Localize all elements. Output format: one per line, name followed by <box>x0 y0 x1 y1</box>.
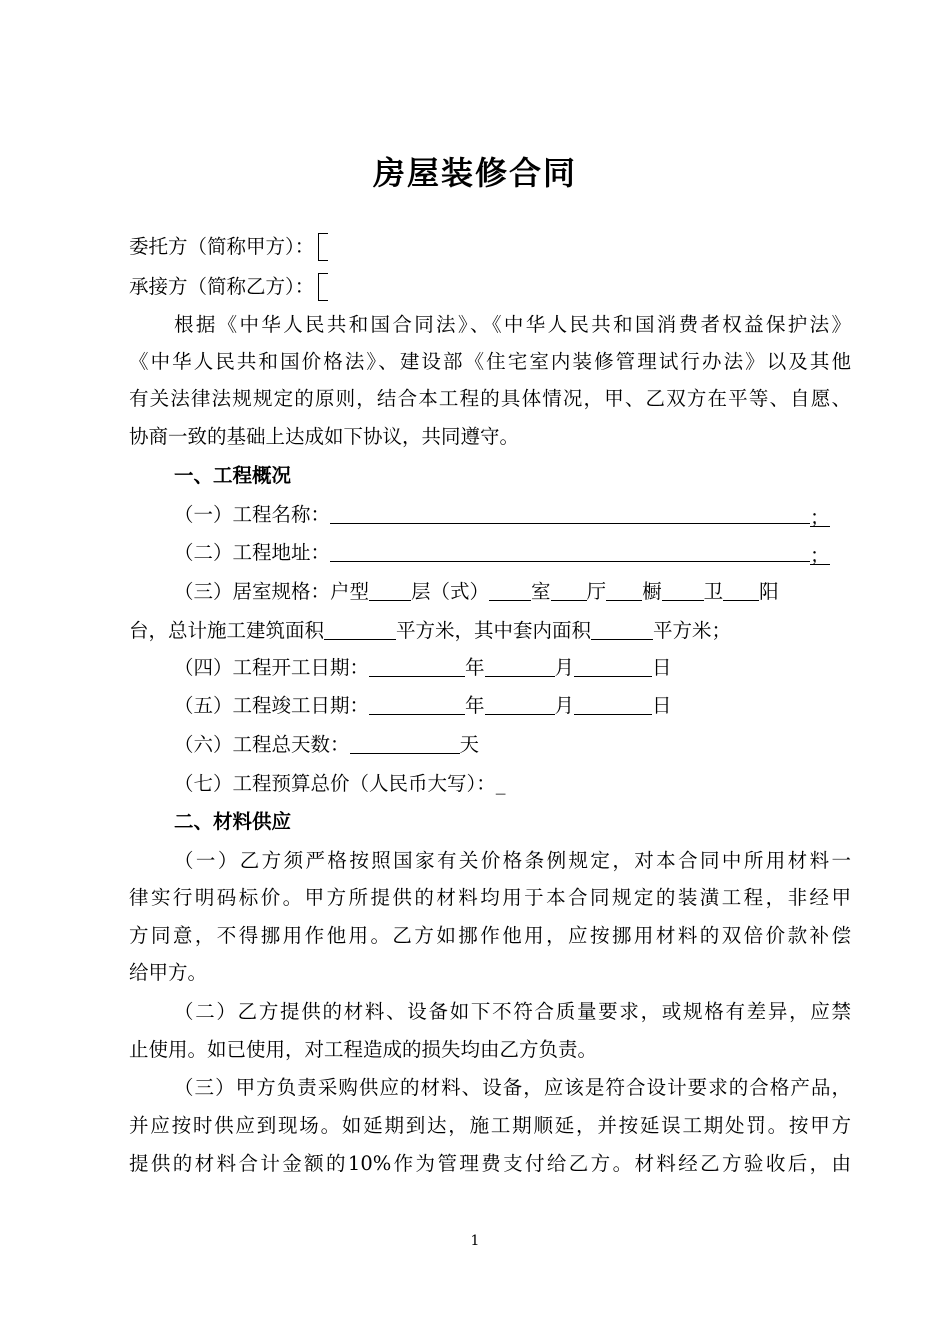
intro-line: 协商一致的基础上达成如下协议，共同遵守。 <box>129 425 520 448</box>
material-clause-3-line: 并应按时供应到现场。如延期到达，施工期顺延，并按延误工期处罚。按甲方 <box>129 1114 851 1137</box>
end-date-label: （五）工程竣工日期： <box>174 694 370 717</box>
page-number: 1 <box>470 1233 480 1249</box>
material-clause-1-line: 方同意，不得挪用作他用。乙方如挪作他用，应按挪用材料的双倍价款补偿 <box>129 924 851 947</box>
material-clause-2-line: 止使用。如已使用，对工程造成的损失均由乙方负责。 <box>129 1038 598 1061</box>
intro-line: 根据《中华人民共和国合同法》、《中华人民共和国消费者权益保护法》 <box>174 313 851 336</box>
kitchen-blank[interactable] <box>606 580 642 601</box>
material-clause-1-line: 给甲方。 <box>129 961 208 984</box>
project-address-semicolon: ； <box>810 544 830 567</box>
end-year-blank[interactable] <box>369 694 465 715</box>
balcony-blank[interactable] <box>723 580 759 601</box>
material-clause-2-line: （二）乙方提供的材料、设备如下不符合质量要求，或规格有差异，应禁 <box>174 1000 851 1023</box>
days-unit: 天 <box>459 733 480 756</box>
bath-blank[interactable] <box>662 580 704 601</box>
page-title: 房屋装修合同 <box>372 154 577 192</box>
party-b-line <box>129 273 328 301</box>
end-month-blank[interactable] <box>485 694 555 715</box>
start-month-blank[interactable] <box>485 656 555 677</box>
project-address-label: （二）工程地址： <box>174 541 331 564</box>
hall-blank[interactable] <box>551 580 587 601</box>
building-area-blank[interactable] <box>324 619 396 640</box>
project-name-line <box>174 503 830 527</box>
start-day-blank[interactable] <box>574 656 652 677</box>
bath-text: 卫 <box>703 580 724 603</box>
area-unit: 平方米； <box>653 619 732 642</box>
room-blank[interactable] <box>489 580 531 601</box>
total-days-line <box>174 733 479 757</box>
start-date-label: （四）工程开工日期： <box>174 656 370 679</box>
material-clause-3-line: 提供的材料合计金额的10%作为管理费支付给乙方。材料经乙方验收后，由 <box>129 1152 851 1175</box>
area-label: 台，总计施工建筑面积 <box>129 619 325 642</box>
total-days-label: （六）工程总天数： <box>174 733 350 756</box>
room-spec-label: （三）居室规格：户型 <box>174 580 370 603</box>
inner-area-blank[interactable] <box>591 619 653 640</box>
project-address-line <box>174 541 830 565</box>
project-name-blank[interactable] <box>330 503 810 524</box>
project-name-semicolon: ； <box>810 506 830 529</box>
material-clause-3-line: （三）甲方负责采购供应的材料、设备，应该是符合设计要求的合格产品， <box>174 1076 851 1099</box>
year-text: 年 <box>465 656 485 679</box>
inner-area-label: 平方米，其中套内面积 <box>396 619 592 642</box>
section2-heading: 二、材料供应 <box>174 810 292 833</box>
party-a-label: 委托方（简称甲方）： <box>129 235 315 258</box>
party-b-field[interactable] <box>318 273 328 301</box>
hall-text: 厅 <box>586 580 607 603</box>
intro-line: 《中华人民共和国价格法》、建设部《住宅室内装修管理试行办法》以及其他 <box>129 350 851 373</box>
month-text: 月 <box>554 656 575 679</box>
intro-line: 有关法律法规规定的原则，结合本工程的具体情况，甲、乙双方在平等、自愿、 <box>129 387 851 410</box>
area-line <box>129 619 731 643</box>
total-days-blank[interactable] <box>350 733 460 754</box>
start-date-line <box>174 656 672 680</box>
room-text: 室 <box>531 580 551 603</box>
party-b-label: 承接方（简称乙方）： <box>129 275 315 298</box>
project-address-blank[interactable] <box>330 541 810 562</box>
year-text: 年 <box>465 694 485 717</box>
balcony-text: 阳 <box>759 580 779 603</box>
kitchen-text: 橱 <box>642 580 662 603</box>
start-year-blank[interactable] <box>369 656 465 677</box>
material-clause-1-line: 律实行明码标价。甲方所提供的材料均用于本合同规定的装潢工程，非经甲 <box>129 886 851 909</box>
month-text: 月 <box>554 694 575 717</box>
floor-text: 层（式） <box>411 580 490 603</box>
end-date-line <box>174 694 672 718</box>
project-name-label: （一）工程名称： <box>174 503 331 526</box>
day-text: 日 <box>652 694 672 717</box>
budget-line: （七）工程预算总价（人民币大写）：_ <box>174 772 506 795</box>
material-clause-1-line: （一）乙方须严格按照国家有关价格条例规定，对本合同中所用材料一 <box>174 849 851 872</box>
floor-blank[interactable] <box>369 580 411 601</box>
room-spec-line <box>174 580 779 604</box>
day-text: 日 <box>652 656 672 679</box>
section1-heading: 一、工程概况 <box>174 464 292 487</box>
party-a-line <box>129 233 328 261</box>
end-day-blank[interactable] <box>574 694 652 715</box>
party-a-field[interactable] <box>318 233 328 261</box>
